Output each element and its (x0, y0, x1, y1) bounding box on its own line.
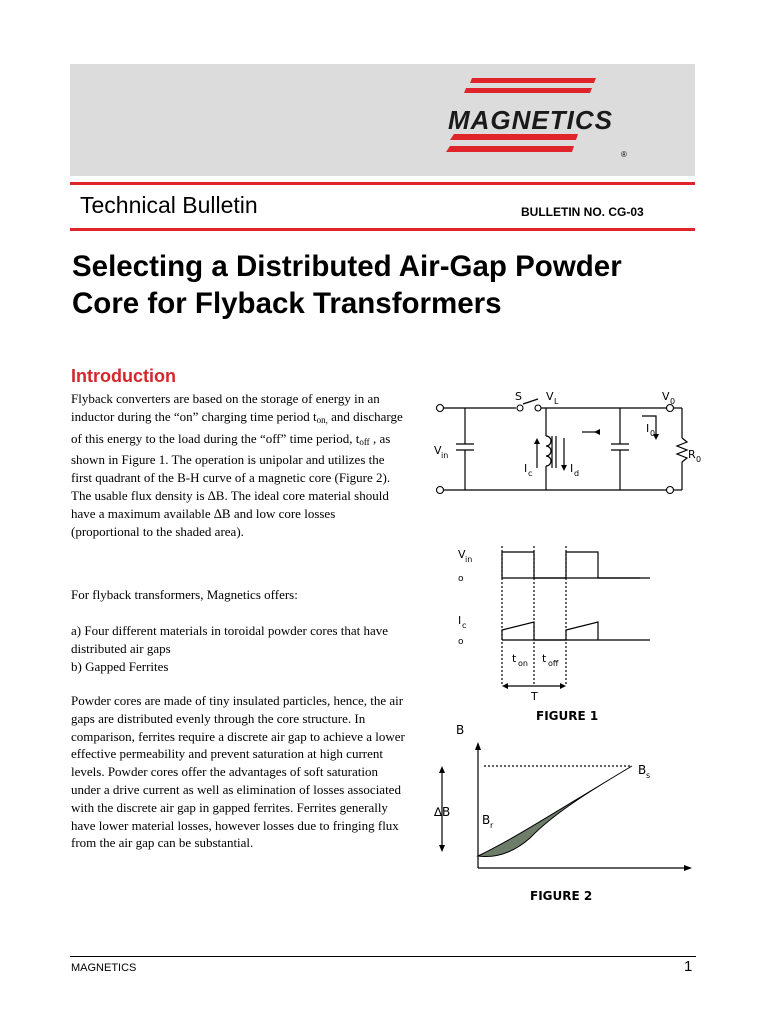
hysteresis-loop (478, 766, 632, 856)
intro-paragraph-3: Powder cores are made of tiny insulated particles, hence, the air gaps are distributed evenly through the core structure. In comparison, ferrites require a discrete air gap to achieve a lower effective permeability and prevent saturation at high current levels. Powder cores offer the advantages of soft saturation under a drive current as well as elimination of losses associated with the discrete air gap in gapped ferrites. Ferrites generally have lower material losses, however losses due to fringing flux from the air gap can be substantial. (71, 693, 405, 851)
label-vin-sub: in (441, 451, 449, 460)
label-br-sub: r (490, 821, 494, 830)
magnetics-logo (440, 74, 670, 164)
wave-label-toff: t (542, 652, 547, 665)
intro-p1-sub-off: off (359, 436, 370, 447)
footer-brand: MAGNETICS (71, 962, 137, 974)
brand-name: MAGNETICS (448, 105, 613, 135)
label-v0: V (662, 390, 670, 403)
wave-label-ic-sub: c (462, 621, 467, 630)
label-vl-sub: L (554, 397, 559, 406)
label-vl: V (546, 390, 554, 403)
wave-label-t: T (531, 690, 538, 703)
intro-p1-part-b: and discharge of this energy to the load during the “off” time period, t (71, 408, 403, 446)
bulletin-number: BULLETIN NO. CG-03 (521, 205, 644, 219)
label-ic: I (524, 462, 528, 475)
wave-label-vin-sub: in (465, 555, 473, 564)
figure-2-caption: FIGURE 2 (530, 889, 593, 903)
intro-p1-part-a: Flyback converters are based on the storage of energy in an inductor during the “on” charging time period t (71, 391, 380, 424)
wave-label-vin: V (458, 548, 466, 561)
label-ic-sub: c (528, 469, 533, 478)
page-title (72, 248, 712, 322)
wave-label-zero-1: o (458, 574, 464, 584)
figure-1-circuit-diagram (420, 386, 710, 726)
intro-p1-part-c: , as shown in Figure 1. The operation is unipolar and utilizes the first quadrant of the B-H curve of a magnetic core (Figure 2). The usable flux density is ∆B. The ideal core material should have a maximum available ∆B and low core losses (proportional to the shaded area). (71, 430, 391, 539)
axis-label-b: B (456, 723, 465, 737)
label-id-sub: d (574, 469, 580, 478)
label-i0-sub: 0 (650, 429, 656, 438)
title-line-1: Selecting a Distributed Air-Gap Powder (72, 250, 622, 283)
label-bs: B (638, 763, 647, 777)
label-vin: V (434, 444, 442, 457)
page-number: 1 (684, 958, 693, 975)
wave-label-toff-sub: off (548, 659, 559, 668)
footer-rule (70, 956, 696, 957)
label-i0: I (646, 422, 650, 435)
wave-label-ton-sub: on (518, 659, 528, 668)
intro-p1-sub-on: on, (316, 414, 328, 425)
label-r0-sub: 0 (696, 455, 702, 464)
label-br: B (482, 813, 491, 827)
intro-paragraph-2: For flyback transformers, Magnetics offers: (71, 587, 298, 602)
label-v0-sub: 0 (670, 397, 676, 406)
wave-label-ic: I (458, 614, 462, 627)
label-delta-b: ∆B (434, 805, 451, 819)
label-id: I (570, 462, 574, 475)
label-s: S (515, 390, 522, 403)
header-rule-bottom (70, 228, 695, 231)
intro-heading: Introduction (71, 366, 176, 386)
label-bs-sub: s (646, 771, 651, 780)
technical-bulletin-label: Technical Bulletin (80, 192, 258, 218)
wave-label-ton: t (512, 652, 517, 665)
wave-label-zero-2: o (458, 637, 464, 647)
header-rule-top (70, 182, 695, 185)
figure-1-caption: FIGURE 1 (536, 709, 599, 723)
offer-list-item-b: b) Gapped Ferrites (71, 658, 169, 674)
title-line-2: Core for Flyback Transformers (72, 287, 502, 320)
offer-list (71, 622, 406, 675)
figure-2-bh-curve (420, 720, 710, 910)
registered-mark: ® (621, 150, 627, 159)
label-r0: R (688, 448, 696, 461)
intro-paragraph-1 (71, 390, 406, 540)
offer-list-item-a: a) Four different materials in toroidal powder cores that have distributed air gaps (71, 623, 389, 656)
